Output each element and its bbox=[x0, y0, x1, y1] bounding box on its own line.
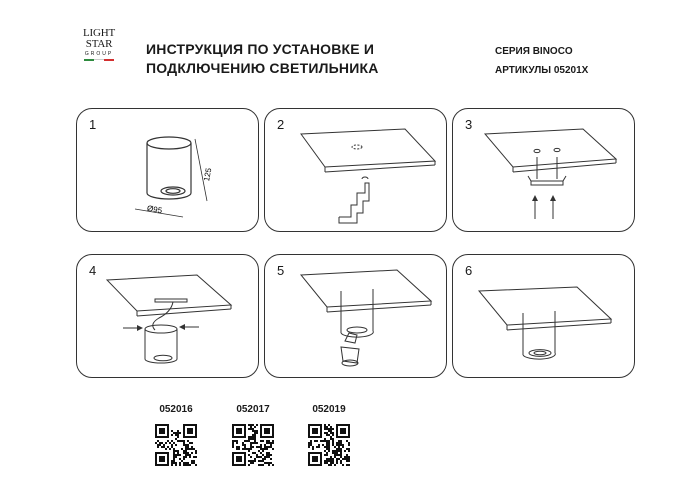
title-line-2: ПОДКЛЮЧЕНИЮ СВЕТИЛЬНИКА bbox=[146, 60, 379, 76]
step-3-panel bbox=[452, 108, 635, 232]
title-line-1: ИНСТРУКЦИЯ ПО УСТАНОВКЕ И bbox=[146, 41, 375, 57]
article-code-2: 052017 bbox=[236, 404, 270, 415]
luminaire-dimensions-drawing bbox=[77, 109, 260, 233]
step-4-panel bbox=[76, 254, 259, 378]
height-dimension: 125 bbox=[202, 167, 214, 182]
series-info bbox=[495, 42, 588, 80]
step-number: 3 bbox=[465, 117, 473, 132]
step-number: 5 bbox=[277, 263, 285, 278]
qr-code-icon[interactable] bbox=[232, 424, 274, 466]
logo-line-2: STAR bbox=[85, 38, 113, 50]
step-2-panel bbox=[264, 108, 447, 232]
article-code-3: 052019 bbox=[312, 404, 346, 415]
step-number: 4 bbox=[89, 263, 97, 278]
series-name: СЕРИЯ BINOCO bbox=[495, 46, 573, 57]
bracket-mounting-drawing bbox=[453, 109, 636, 233]
article-code-1: 052016 bbox=[159, 404, 193, 415]
qr-code-icon[interactable] bbox=[155, 424, 197, 466]
step-number: 1 bbox=[89, 117, 97, 132]
ceiling-hole-drawing bbox=[265, 109, 448, 233]
italian-flag-stripe bbox=[84, 59, 114, 61]
step-number: 6 bbox=[465, 263, 473, 278]
step-5-panel bbox=[264, 254, 447, 378]
step-number: 2 bbox=[277, 117, 285, 132]
diameter-dimension: Ø95 bbox=[146, 203, 163, 216]
logo-line-3: GROUP bbox=[84, 51, 114, 57]
article-numbers: АРТИКУЛЫ 05201X bbox=[495, 65, 589, 76]
wiring-connection-drawing bbox=[77, 255, 260, 379]
lamp-insertion-drawing bbox=[265, 255, 448, 379]
step-6-panel bbox=[452, 254, 635, 378]
step-1-panel bbox=[76, 108, 259, 232]
installed-luminaire-drawing bbox=[453, 255, 636, 379]
brand-logo bbox=[78, 28, 120, 78]
document-title bbox=[146, 40, 379, 78]
qr-code-icon[interactable] bbox=[308, 424, 350, 466]
logo-line-1: LIGHT bbox=[83, 27, 115, 39]
